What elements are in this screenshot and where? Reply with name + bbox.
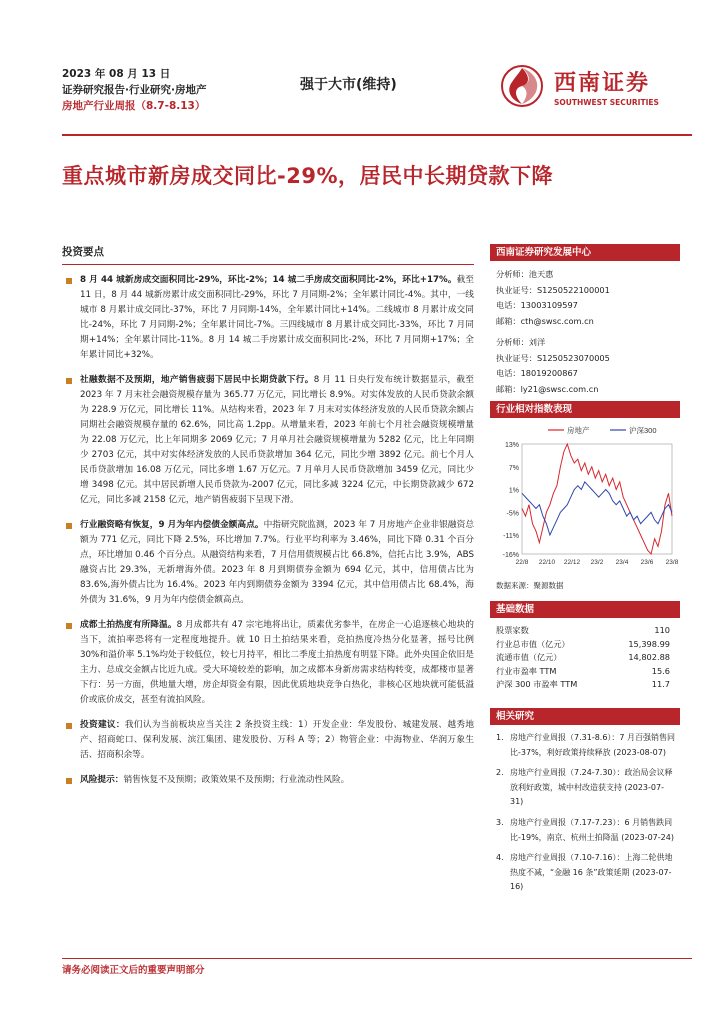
analyst-email[interactable]: 邮箱：cth@swsc.com.cn bbox=[496, 315, 594, 326]
basic-data-value: 110 bbox=[654, 625, 670, 635]
related-report-text: 房地产行业周报（7.17-7.23）：6 月销售跌同比-19%，南京、杭州土拍降温 (2023-07-24) bbox=[510, 817, 674, 842]
x-tick-label: 22/12 bbox=[563, 559, 581, 566]
x-tick-label: 22/8 bbox=[515, 559, 529, 566]
x-tick-label: 23/8 bbox=[665, 559, 679, 566]
chart-svg bbox=[490, 418, 680, 578]
basic-data-row bbox=[490, 665, 678, 679]
related-report-link[interactable] bbox=[496, 851, 676, 895]
logo-mark-icon bbox=[500, 64, 544, 108]
company-logo bbox=[500, 62, 690, 122]
analyst-phone: 电话：13003109597 bbox=[496, 300, 578, 310]
bullet-text: 中指研究院监测，2023 年 7 月房地产企业非银融资总额为 771 亿元，同比下降 2.5%，环比增加 7.7%。行业平均利率为 3.46%，同比下降 0.31 个百分点，环比增加 0.46 个百分点。从融资结构来看，7 月信用债规模占比 66.8%，信托占比 3.9%，ABS 融资占比 29.3%，无新增海外债。2023 年 8 月到期债券金额为 694 亿元，其中，信用债占比为 83.6%,海外债占比为 16.4%。2023 年内到期债券金额为 3394 亿元，其中信用债占比 68.4%，海外债为 31.6%，9 月为年内偿债金额高点。 bbox=[80, 520, 475, 605]
header-divider bbox=[62, 134, 692, 136]
related-report-text: 房地产行业周报（7.10-7.16）：上海二轮供地热度不减，“金融 16 条”政策延期 (2023-07-16) bbox=[510, 853, 673, 892]
basic-data-table bbox=[490, 624, 678, 692]
summary-bullet bbox=[62, 618, 474, 708]
footer-disclaimer: 请务必阅读正文后的重要声明部分 bbox=[62, 965, 205, 976]
logo-text-en: SOUTHWEST SECURITIES bbox=[554, 98, 659, 107]
related-report-text: 房地产行业周报（7.31-8.6）：7 月百强销售同比-37%，利好政策持续释放 (2023-08-07) bbox=[510, 732, 676, 757]
basic-data-label: 流通市值（亿元） bbox=[496, 652, 562, 663]
series-line-csi300 bbox=[522, 482, 672, 535]
index-heading: 行业相对指数表现 bbox=[490, 401, 680, 418]
bullet-marker-icon bbox=[66, 378, 72, 384]
analyst-phone: 电话：18019200867 bbox=[496, 368, 578, 378]
report-meta bbox=[62, 66, 272, 114]
investment-summary bbox=[62, 244, 474, 798]
sidebar bbox=[490, 244, 680, 901]
bullet-marker-icon bbox=[66, 523, 72, 529]
chart-source: 数据来源：聚源数据 bbox=[496, 581, 564, 590]
analyst-block bbox=[490, 261, 680, 401]
x-tick-label: 23/4 bbox=[615, 559, 629, 566]
page-title: 重点城市新房成交同比-29%，居民中长期贷款下降 bbox=[62, 164, 553, 188]
x-tick-label: 22/10 bbox=[538, 559, 556, 566]
related-report-number: 2. bbox=[496, 768, 504, 778]
rating: 强于大市(维持) bbox=[300, 77, 397, 93]
bullet-lead: 风险提示： bbox=[80, 775, 124, 785]
summary-bullet bbox=[62, 373, 474, 508]
related-report-link[interactable] bbox=[496, 816, 676, 845]
basic-data-value: 15.6 bbox=[651, 665, 670, 676]
basic-data-row bbox=[490, 678, 678, 692]
analyst-name: 分析师：池天惠 bbox=[496, 269, 554, 279]
summary-bullets bbox=[62, 273, 474, 788]
analyst-license: 执业证号：S1250523070005 bbox=[496, 352, 610, 363]
bullet-text: 8 月 11 日央行发布统计数据显示，截至 2023 年 7 月末社会融资规模存量为 365.77 万亿元，同比增长 8.9%。对实体发放的人民币贷款余额为 228.9 万亿元，同比增长 11%。从结构来看，2023 年 7 月末对实体经济发放的人民币贷款余额占同期社会融资规模存量的 62.6%，同比高 1.2pp。从增量来看，2023 年前七个月社会融资规模增量为 22.08 万亿元，比上年同期多 2069 亿元；7 月单月社会融资规模增量为 5282 亿元，比上年同期少 2703 亿元，其中对实体经济发放的人民币贷款增加 364 亿元，同比少增 3892 亿元。前七个月人民币贷款增加 16.08 万亿元，同比多增 1.67 万亿元。7 月单月人民币贷款增加 3459 亿元，同比少增 3498 亿元。其中居民新增人民币贷款为-2007 亿元，同比多减 3224 亿元，中长期贷款减少 672 亿元，同比多减 2158 亿元，地产销售疲弱下呈现下滑。 bbox=[80, 375, 474, 505]
bullet-text: 截至 11 日，8 月 44 城新房累计成交面积同比-29%，环比 7 月同期-2%；全年累计同比-4%。其中，一线城市 8 月累计成交同比-37%，环比 7 月同期-14%，全年累计同比+14%。二线城市 8 月累计成交同比-24%，环比 7 月同期-2%；全年累计同比-7%。三四线城市 8 月累计成交同比-33%，环比 7 月同期+14%；全年累计同比-11%。8 月 14 城二手房累计成交面积同比-2%，环比 7 月同期+17%；全年累计同比+32%。 bbox=[80, 275, 474, 360]
summary-bullet bbox=[62, 773, 474, 788]
bullet-text: 8 月成都共有 47 宗宅地将出让，质素优劣参半，在房企一心追逐核心地块的当下，流拍率恐将有一定程度地提升。就 10 日土拍结果来看，竞拍热度冷热分化显著，摇号比例 30%和溢价率 5.1%均处于较低位，较七月持平，相比二季度土拍热度有明显下降。此外央国企依旧是主力、总成交金额占比近九成。受大环境较差的影响，加之成都本身新房需求结构转变，成都楼市显著下行：另一方面，供地量大增，房企却资金有限，因此优质地块竞争白热化，非核心区地块就可能低溢价或底价成交，甚至有流拍风险。 bbox=[80, 620, 474, 705]
bullet-marker-icon bbox=[66, 723, 72, 729]
summary-bullet bbox=[62, 273, 474, 363]
x-tick-label: 23/6 bbox=[640, 559, 654, 566]
y-tick-label: 1% bbox=[508, 487, 519, 495]
summary-bullet bbox=[62, 518, 474, 608]
basic-data-value: 15,398.99 bbox=[628, 638, 670, 649]
basic-data-row bbox=[490, 638, 678, 652]
related-report-link[interactable] bbox=[496, 731, 676, 760]
analyst-email[interactable]: 邮箱：ly21@swsc.com.cn bbox=[496, 383, 599, 394]
bullet-lead: 行业融资略有恢复，9 月为年内偿债金额高点。 bbox=[80, 520, 264, 530]
analyst-name: 分析师：刘洋 bbox=[496, 337, 546, 347]
analyst-license: 执业证号：S1250522100001 bbox=[496, 284, 610, 295]
bullet-lead: 成都土拍热度有所降温。 bbox=[80, 620, 177, 630]
basic-data-value: 11.7 bbox=[651, 679, 670, 690]
basic-data-label: 行业总市值（亿元） bbox=[496, 638, 570, 649]
plot-frame bbox=[522, 444, 672, 554]
related-report-text: 房地产行业周报（7.24-7.30）：政治局会议释放利好政策，城中村改造获支持 (2023-07-31) bbox=[510, 768, 673, 807]
related-report-number: 4. bbox=[496, 853, 504, 863]
report-type: 证券研究报告·行业研究·房地产 bbox=[62, 84, 207, 96]
summary-bullet bbox=[62, 718, 474, 763]
basic-data-row bbox=[490, 624, 678, 638]
bullet-lead: 投资建议： bbox=[80, 720, 125, 730]
report-name: 房地产行业周报（8.7-8.13） bbox=[62, 100, 206, 112]
logo-text-cn: 西南证券 bbox=[554, 71, 651, 96]
y-tick-label: -11% bbox=[503, 533, 519, 541]
institute-heading: 西南证券研究发展中心 bbox=[490, 244, 680, 261]
x-tick-label: 23/2 bbox=[590, 559, 604, 566]
footer-divider bbox=[62, 958, 692, 959]
basic-data-label: 股票家数 bbox=[496, 625, 529, 635]
bullet-lead: 8 月 44 城新房成交面积同比-29%，环比-2%；14 城二手房成交面积同比-2%，环比+17%。 bbox=[80, 275, 457, 285]
y-tick-label: 13% bbox=[504, 442, 519, 449]
y-tick-label: 7% bbox=[508, 464, 519, 472]
related-report-number: 1. bbox=[496, 732, 504, 742]
series-line-real-estate bbox=[522, 444, 672, 554]
relative-index-chart bbox=[490, 418, 680, 578]
related-heading: 相关研究 bbox=[490, 708, 680, 725]
legend-label: 房地产 bbox=[567, 426, 590, 435]
bullet-text: 我们认为当前板块应当关注 2 条投资主线：1）开发企业：华发股份、城建发展、越秀地产、招商蛇口、保利发展、滨江集团、建发股份、万科 A 等；2）物管企业：中海物业、华润万象生活、招商积余等。 bbox=[80, 720, 475, 760]
basic-data-value: 14,802.88 bbox=[628, 652, 670, 663]
related-research-list bbox=[490, 725, 680, 895]
basic-data-label: 行业市盈率 TTM bbox=[496, 665, 557, 676]
related-report-number: 3. bbox=[496, 817, 504, 827]
legend-label: 沪深300 bbox=[629, 426, 657, 435]
related-report-link[interactable] bbox=[496, 766, 676, 810]
summary-heading: 投资要点 bbox=[62, 244, 474, 265]
bullet-lead: 社融数据不及预期，地产销售疲弱下居民中长期贷款下行。 bbox=[80, 375, 314, 385]
bullet-marker-icon bbox=[66, 778, 72, 784]
report-date: 2023 年 08 月 13 日 bbox=[62, 68, 171, 80]
y-tick-label: -5% bbox=[506, 510, 519, 518]
bullet-marker-icon bbox=[66, 623, 72, 629]
y-tick-label: -16% bbox=[502, 552, 519, 559]
basic-data-row bbox=[490, 651, 678, 665]
basic-data-label: 沪深 300 市盈率 TTM bbox=[496, 679, 578, 690]
bullet-marker-icon bbox=[66, 278, 72, 284]
bullet-text: 销售恢复不及预期；政策效果不及预期；行业流动性风险。 bbox=[123, 775, 350, 785]
basic-data-heading: 基础数据 bbox=[490, 601, 680, 618]
